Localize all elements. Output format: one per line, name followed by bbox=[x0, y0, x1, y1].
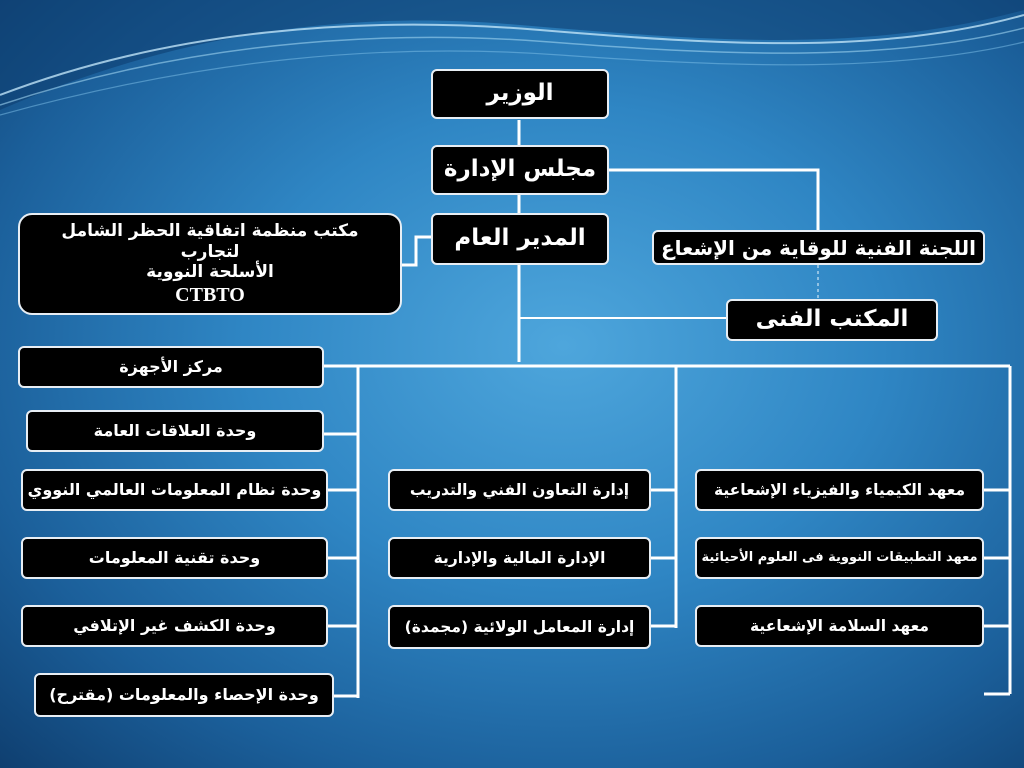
node-ndt-unit: وحدة الكشف غير الإتلافي bbox=[21, 605, 328, 647]
node-technical-cooperation-dept: إدارة التعاون الفني والتدريب bbox=[388, 469, 651, 511]
node-radiation-protection-committee: اللجنة الفنية للوقاية من الإشعاع bbox=[652, 230, 985, 265]
node-ctbto-office bbox=[18, 213, 402, 315]
node-it-unit: وحدة تقنية المعلومات bbox=[21, 537, 328, 579]
node-public-relations-unit: وحدة العلاقات العامة bbox=[26, 410, 324, 452]
node-board-of-directors: مجلس الإدارة bbox=[431, 145, 609, 195]
node-state-labs-dept: إدارة المعامل الولائية (مجمدة) bbox=[388, 605, 651, 649]
node-nuclear-information-system-unit: وحدة نظام المعلومات العالمي النووي bbox=[21, 469, 328, 511]
ctbto-acronym: CTBTO bbox=[175, 283, 245, 306]
node-statistics-unit: وحدة الإحصاء والمعلومات (مقترح) bbox=[34, 673, 334, 717]
node-devices-center: مركز الأجهزة bbox=[18, 346, 324, 388]
node-radiochemistry-institute: معهد الكيمياء والفيزياء الإشعاعية bbox=[695, 469, 984, 511]
node-minister: الوزير bbox=[431, 69, 609, 119]
node-technical-office: المكتب الفنى bbox=[726, 299, 938, 341]
node-bio-applications-institute: معهد التطبيقات النووية فى العلوم الأحيائية bbox=[695, 537, 984, 579]
node-radiation-safety-institute: معهد السلامة الإشعاعية bbox=[695, 605, 984, 647]
node-director-general: المدير العام bbox=[431, 213, 609, 265]
ctbto-line-1: مكتب منظمة اتفاقية الحظر الشامل لتجارب bbox=[61, 221, 359, 262]
node-finance-admin-dept: الإدارة المالية والإدارية bbox=[388, 537, 651, 579]
ctbto-line-2: الأسلحة النووية bbox=[146, 262, 274, 283]
